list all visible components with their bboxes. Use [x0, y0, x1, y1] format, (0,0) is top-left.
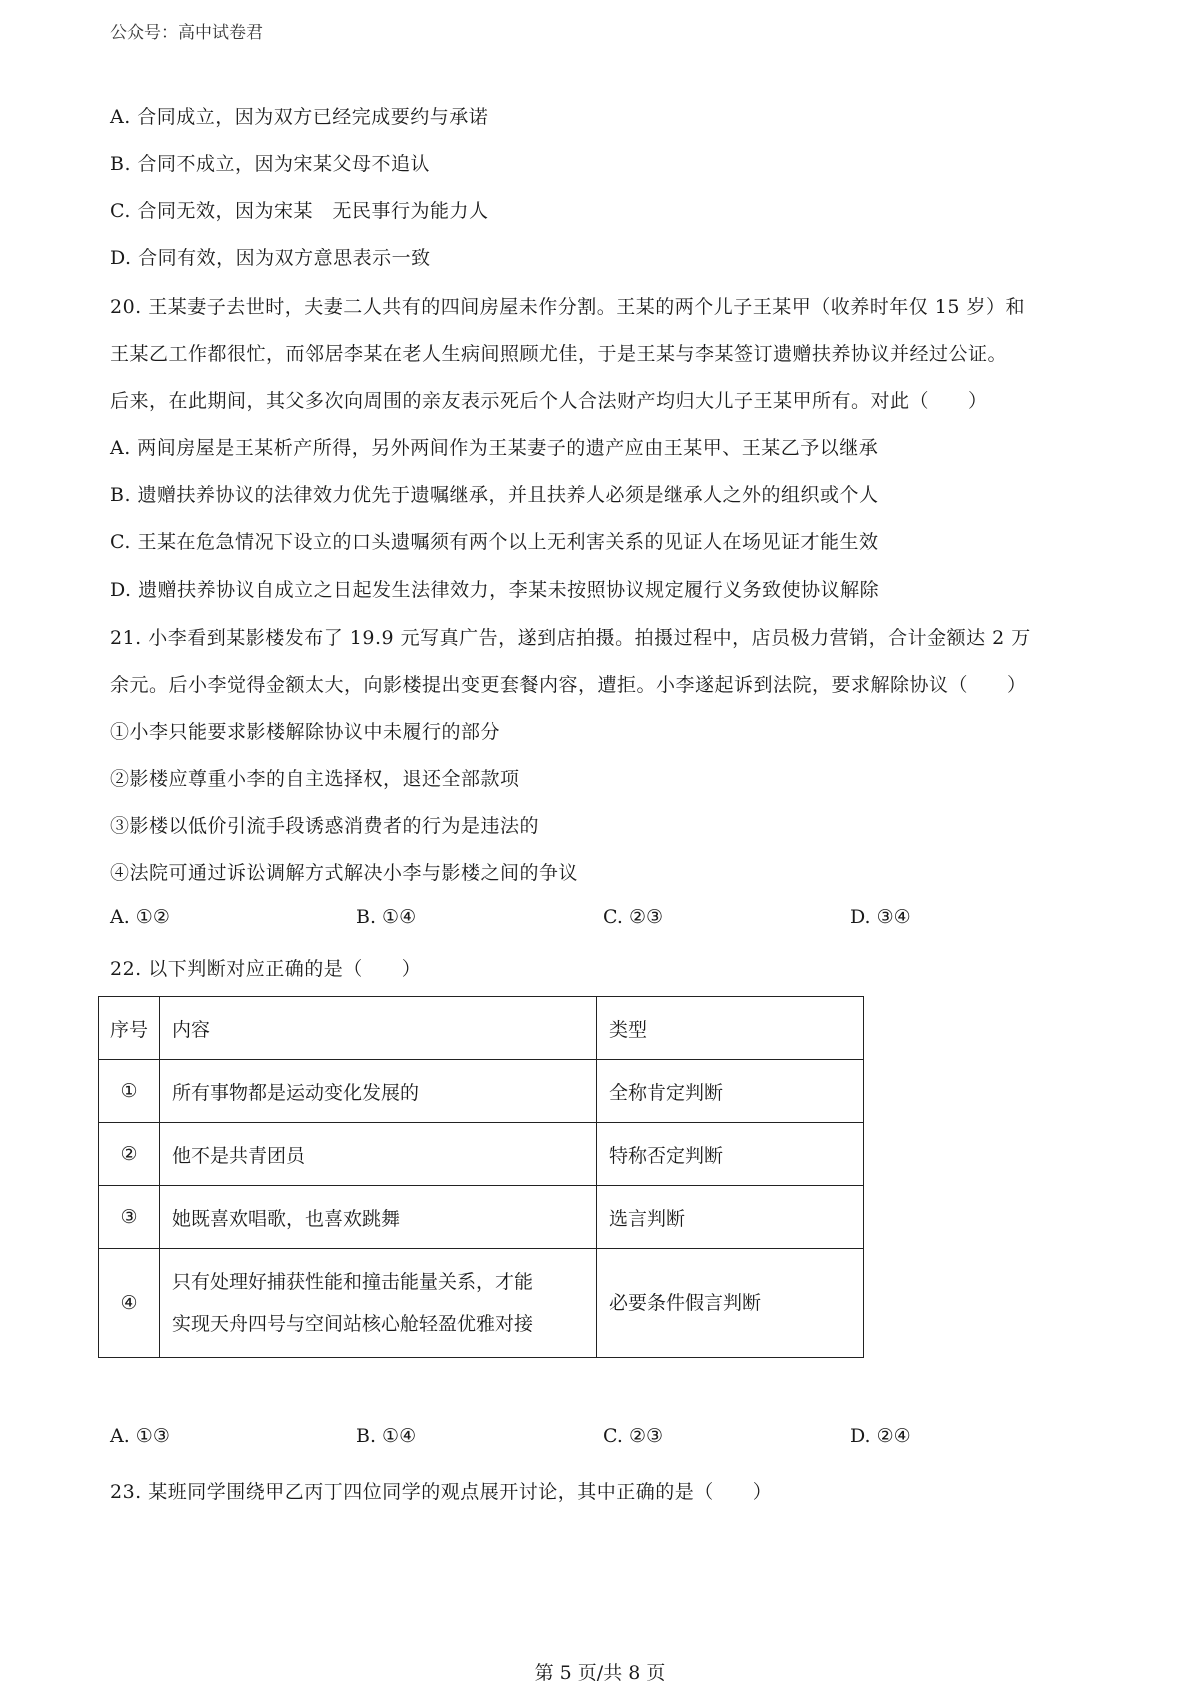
table-row [99, 1249, 864, 1358]
row-no: ④ [99, 1249, 160, 1358]
table-header-row [99, 997, 864, 1060]
q21-choice-d: D. ③④ [850, 906, 911, 928]
row-type: 选言判断 [597, 1186, 864, 1249]
row-type: 必要条件假言判断 [597, 1249, 864, 1358]
page-header: 公众号：高中试卷君 [110, 23, 263, 43]
q22-choice-d: D. ②④ [850, 1425, 911, 1447]
q22-choice-c: C. ②③ [603, 1425, 664, 1447]
row-no: ② [99, 1123, 160, 1186]
row-content-line-1: 只有处理好捕获性能和撞击能量关系，才能 [172, 1271, 534, 1293]
row-content: 她既喜欢唱歌，也喜欢跳舞 [160, 1186, 597, 1249]
q20-stem-line-3: 后来，在此期间，其父多次向周围的亲友表示死后个人合法财产均归大儿子王某甲所有。对此（ ） [110, 390, 988, 412]
table-row [99, 1186, 864, 1249]
q21-choices [110, 906, 1010, 932]
row-no: ① [99, 1060, 160, 1123]
q20-option-c: C. 王某在危急情况下设立的口头遗嘱须有两个以上无利害关系的见证人在场见证才能生效 [110, 531, 879, 553]
q21-choice-a: A. ①② [110, 906, 170, 928]
q19-option-a: A. 合同成立，因为双方已经完成要约与承诺 [110, 106, 489, 128]
page-footer: 第 5 页/共 8 页 [534, 1662, 666, 1684]
q19-option-c: C. 合同无效，因为宋某 无民事行为能力人 [110, 200, 489, 222]
q22-choices [110, 1425, 1010, 1451]
row-content: 他不是共青团员 [160, 1123, 597, 1186]
q21-item-3: ③影楼以低价引流手段诱惑消费者的行为是违法的 [110, 815, 540, 837]
q20-option-b: B. 遗赠扶养协议的法律效力优先于遗嘱继承，并且扶养人必须是继承人之外的组织或个人 [110, 484, 879, 506]
q23-stem: 23. 某班同学围绕甲乙丙丁四位同学的观点展开讨论，其中正确的是（ ） [110, 1481, 773, 1503]
q22-stem: 22. 以下判断对应正确的是（ ） [110, 958, 422, 980]
row-type: 特称否定判断 [597, 1123, 864, 1186]
q19-option-d: D. 合同有效，因为双方意思表示一致 [110, 247, 431, 269]
q20-option-d: D. 遗赠扶养协议自成立之日起发生法律效力，李某未按照协议规定履行义务致使协议解除 [110, 579, 880, 601]
q21-stem-line-1: 21. 小李看到某影楼发布了 19.9 元写真广告，遂到店拍摄。拍摄过程中，店员极力营销，合计金额达 2 万 [110, 627, 1031, 649]
header-cell-no: 序号 [99, 997, 160, 1060]
q21-stem-line-2: 余元。后小李觉得金额太大，向影楼提出变更套餐内容，遭拒。小李遂起诉到法院，要求解除协议（ ） [110, 674, 1027, 696]
q21-choice-c: C. ②③ [603, 906, 664, 928]
q21-item-4: ④法院可通过诉讼调解方式解决小李与影楼之间的争议 [110, 862, 579, 884]
q22-choice-b: B. ①④ [356, 1425, 417, 1447]
header-cell-type: 类型 [597, 997, 864, 1060]
row-content [160, 1249, 597, 1358]
row-content: 所有事物都是运动变化发展的 [160, 1060, 597, 1123]
q21-item-1: ①小李只能要求影楼解除协议中未履行的部分 [110, 721, 501, 743]
judgment-table [98, 996, 864, 1358]
q20-stem-line-2: 王某乙工作都很忙，而邻居李某在老人生病间照顾尤佳，于是王某与李某签订遗赠扶养协议并经过公证。 [110, 343, 1008, 365]
row-no: ③ [99, 1186, 160, 1249]
row-content-line-2: 实现天舟四号与空间站核心舱轻盈优雅对接 [172, 1313, 534, 1335]
q20-stem-line-1: 20. 王某妻子去世时，夫妻二人共有的四间房屋未作分割。王某的两个儿子王某甲（收养时年仅 15 岁）和 [110, 296, 1026, 318]
row-type: 全称肯定判断 [597, 1060, 864, 1123]
q19-option-b: B. 合同不成立，因为宋某父母不追认 [110, 153, 431, 175]
header-cell-content: 内容 [160, 997, 597, 1060]
q22-choice-a: A. ①③ [110, 1425, 170, 1447]
table-row [99, 1060, 864, 1123]
q20-option-a: A. 两间房屋是王某析产所得，另外两间作为王某妻子的遗产应由王某甲、王某乙予以继承 [110, 437, 879, 459]
q21-choice-b: B. ①④ [356, 906, 417, 928]
table-row [99, 1123, 864, 1186]
q21-item-2: ②影楼应尊重小李的自主选择权，退还全部款项 [110, 768, 520, 790]
